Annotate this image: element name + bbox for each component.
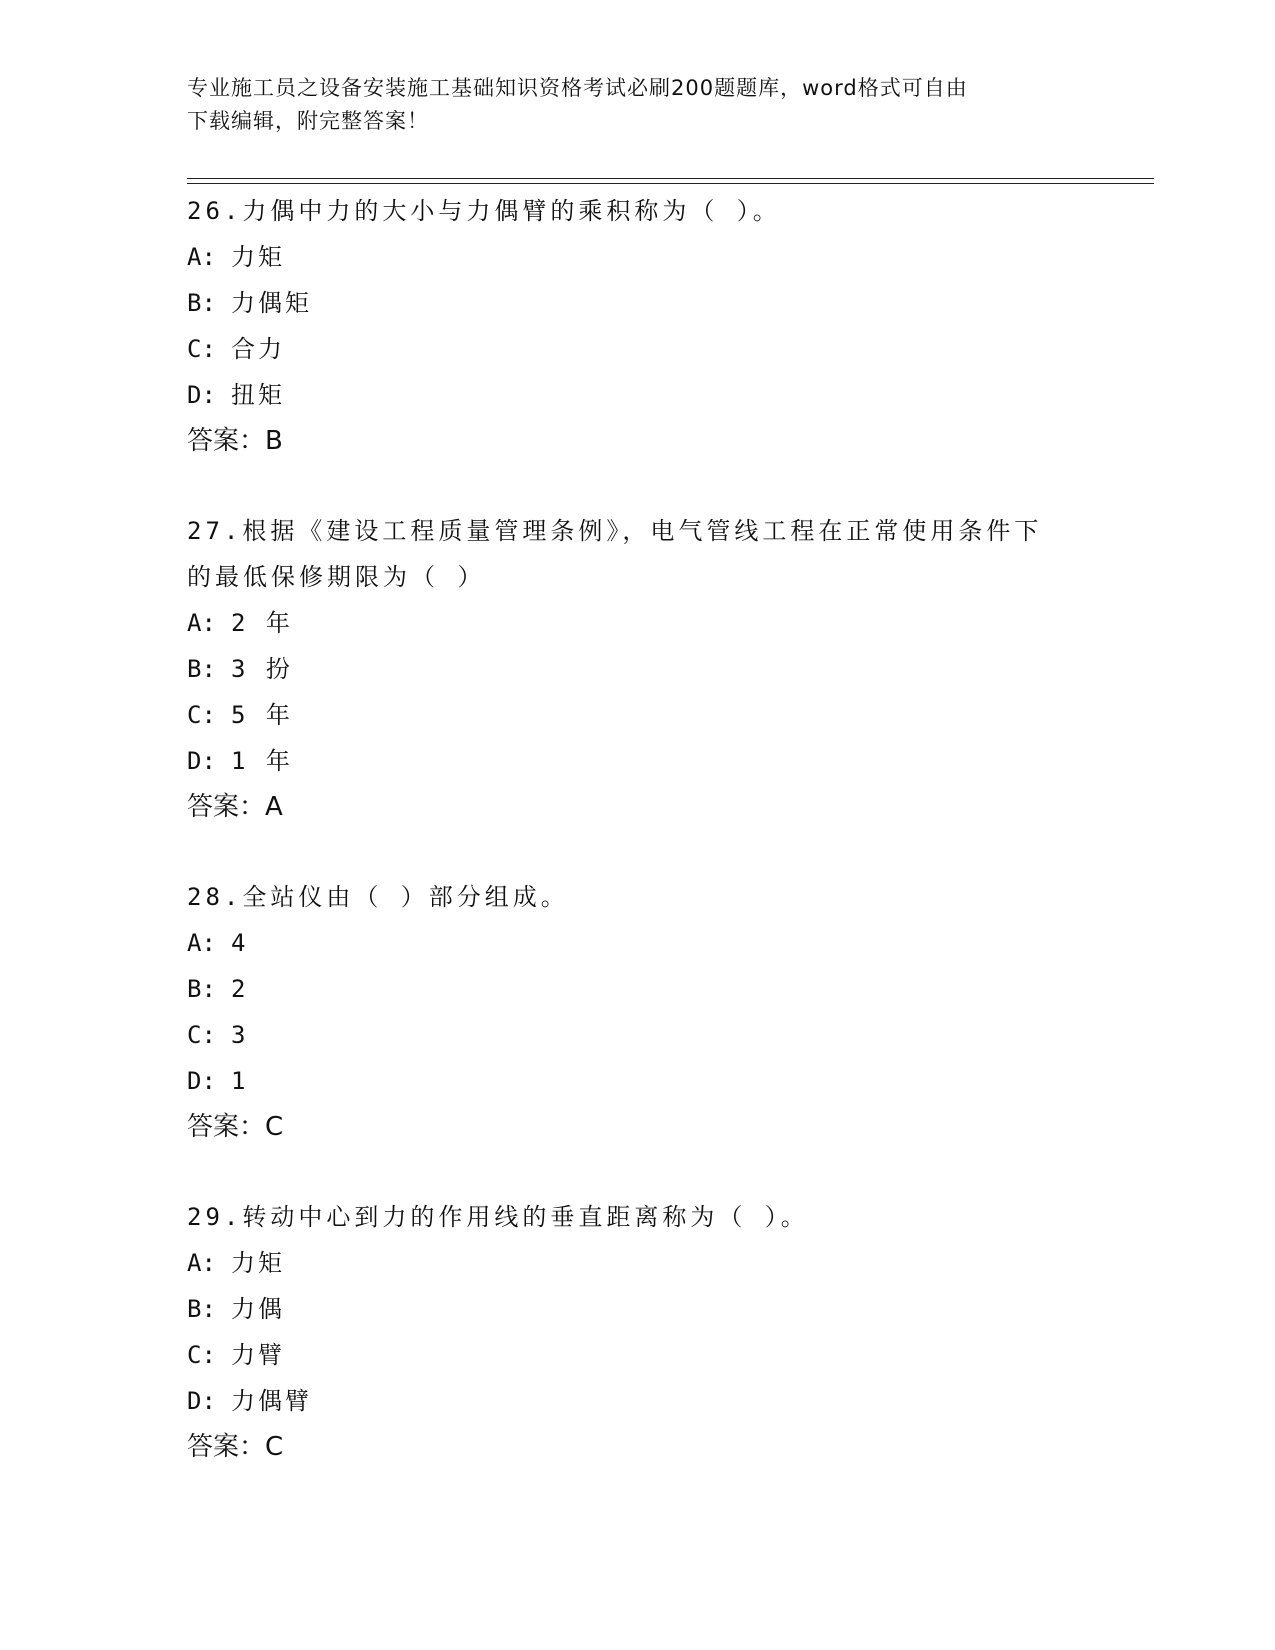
header-divider-top [187, 178, 1154, 179]
option-a [187, 600, 1147, 646]
option-c [187, 326, 1147, 372]
answer: 答案：B [187, 426, 283, 456]
option-label: D: [187, 381, 216, 409]
option-text: 4 [231, 929, 249, 957]
option-text: 力矩 [231, 1249, 285, 1277]
option-label: B: [187, 289, 216, 317]
option-d [187, 1058, 1147, 1104]
option-label: C: [187, 1341, 216, 1369]
option-a [187, 234, 1147, 280]
option-label: B: [187, 655, 216, 683]
option-text: 力偶 [231, 1295, 285, 1323]
question-stem: 27.根据《建设工程质量管理条例》，电气管线工程在正常使用条件下 [187, 517, 1043, 545]
option-label: D: [187, 1067, 216, 1095]
option-label: A: [187, 609, 216, 637]
option-text: 合力 [231, 335, 285, 363]
option-text: 3 扮 [231, 655, 293, 683]
header-divider-bottom [187, 183, 1154, 184]
option-c [187, 692, 1147, 738]
option-b [187, 966, 1147, 1012]
option-text: 5 年 [231, 701, 293, 729]
answer: 答案：A [187, 792, 283, 822]
option-text: 2 年 [231, 609, 293, 637]
option-c [187, 1012, 1147, 1058]
option-d [187, 1378, 1147, 1424]
option-b [187, 1286, 1147, 1332]
option-text: 2 [231, 975, 249, 1003]
option-label: A: [187, 243, 216, 271]
document-header [187, 72, 1087, 138]
option-d [187, 372, 1147, 418]
question-stem: 29.转动中心到力的作用线的垂直距离称为（ ）。 [187, 1203, 809, 1231]
question-29 [187, 1194, 1147, 1470]
option-text: 扭矩 [231, 381, 285, 409]
answer: 答案：C [187, 1432, 284, 1462]
option-b [187, 280, 1147, 326]
header-line-1: 专业施工员之设备安装施工基础知识资格考试必刷200题题库，word格式可自由 [187, 76, 968, 100]
option-text: 1 [231, 1067, 249, 1095]
option-label: C: [187, 1021, 216, 1049]
header-line-2: 下载编辑，附完整答案！ [187, 109, 429, 133]
question-stem: 26.力偶中力的大小与力偶臂的乘积称为（ ）。 [187, 197, 781, 225]
option-label: C: [187, 701, 216, 729]
option-text: 力矩 [231, 243, 285, 271]
question-stem: 28.全站仪由（ ）部分组成。 [187, 883, 569, 911]
option-label: C: [187, 335, 216, 363]
option-b [187, 646, 1147, 692]
option-label: B: [187, 975, 216, 1003]
option-label: D: [187, 1387, 216, 1415]
question-stem-continued: 的最低保修期限为（ ） [187, 563, 486, 591]
option-a [187, 920, 1147, 966]
option-label: A: [187, 929, 216, 957]
option-a [187, 1240, 1147, 1286]
option-label: D: [187, 747, 216, 775]
answer: 答案：C [187, 1112, 284, 1142]
option-d [187, 738, 1147, 784]
question-27 [187, 508, 1147, 830]
option-label: B: [187, 1295, 216, 1323]
option-text: 3 [231, 1021, 249, 1049]
option-text: 力偶臂 [231, 1387, 312, 1415]
question-26 [187, 188, 1147, 464]
option-label: A: [187, 1249, 216, 1277]
option-text: 1 年 [231, 747, 293, 775]
question-list [187, 188, 1147, 1514]
question-28 [187, 874, 1147, 1150]
option-text: 力臂 [231, 1341, 285, 1369]
option-c [187, 1332, 1147, 1378]
option-text: 力偶矩 [231, 289, 312, 317]
